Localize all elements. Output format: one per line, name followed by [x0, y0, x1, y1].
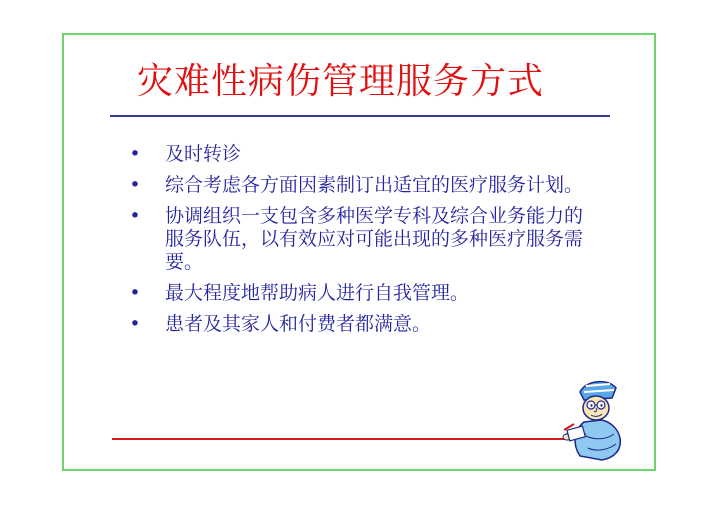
bullet-dot: • [129, 313, 141, 335]
list-item [128, 143, 598, 166]
list-item [128, 313, 598, 336]
bullet-dot: • [129, 282, 141, 304]
bullet-text: 最大程度地帮助病人进行自我管理。 [165, 282, 470, 304]
bullet-dot: • [129, 205, 141, 227]
bullet-list [128, 143, 598, 344]
list-item [128, 174, 598, 197]
bullet-dot: • [129, 174, 141, 196]
footer-rule [112, 438, 596, 440]
title-underline [110, 115, 610, 117]
slide-title: 灾难性病伤管理服务方式 [137, 61, 545, 102]
bullet-text: 及时转诊 [165, 143, 242, 165]
bullet-dot: • [129, 143, 141, 165]
bullet-text: 综合考虑各方面因素制订出适宜的医疗服务计划。 [165, 174, 584, 196]
bullet-text: 患者及其家人和付费者都满意。 [165, 313, 432, 335]
cartoon-doctor-writing-icon [562, 378, 632, 463]
bullet-text: 协调组织一支包含多种医学专科及综合业务能力的服务队伍，以有效应对可能出现的多种医疗服务需要。 [165, 205, 584, 273]
list-item [128, 205, 598, 274]
list-item [128, 282, 598, 305]
